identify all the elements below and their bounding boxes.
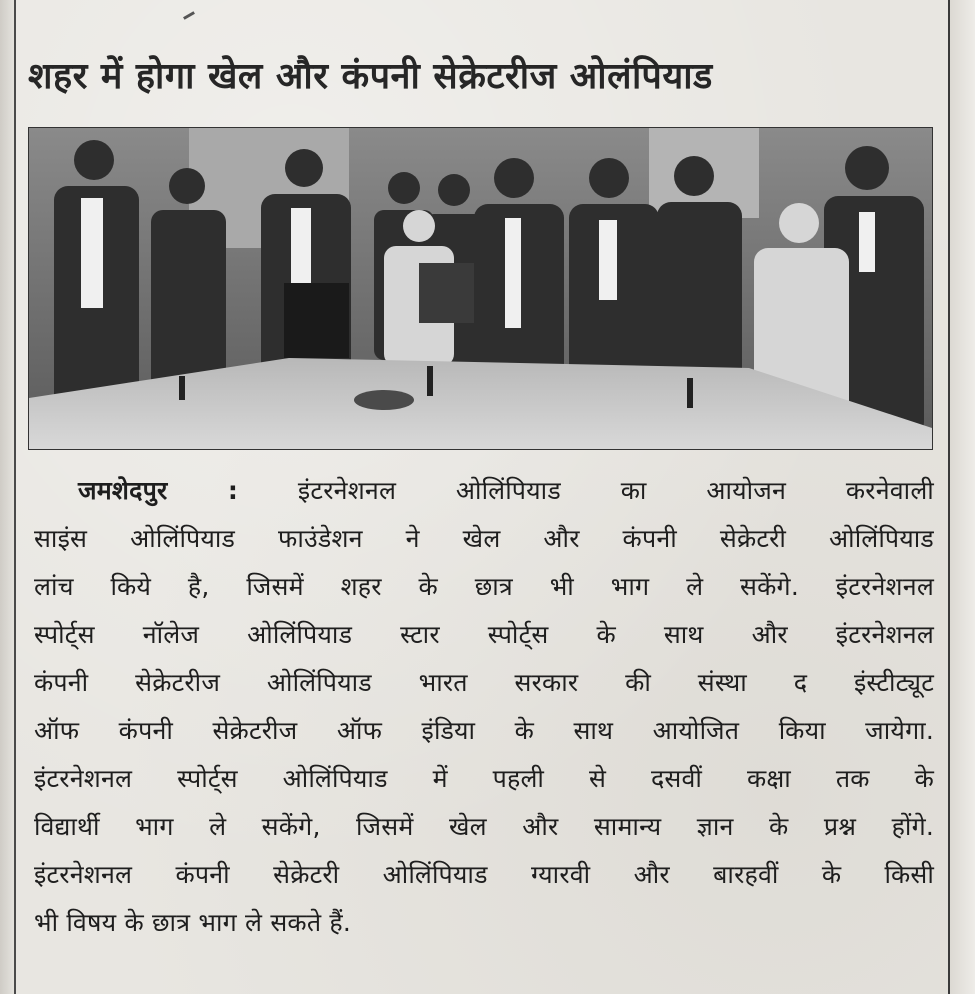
group-photo-icon: [29, 128, 932, 449]
article-line-3: लांच किये है, जिसमें शहर के छात्र भी भाग ले सकेंगे. इंटरनेशनल: [34, 572, 934, 601]
article-line-4: स्पोर्ट्स नॉलेज ओलिंपियाड स्टार स्पोर्ट्स के साथ और इंटरनेशनल: [34, 620, 934, 649]
article-line-2: साइंस ओलिंपियाड फाउंडेशन ने खेल और कंपनी सेक्रेटरी ओलिंपियाड: [34, 524, 934, 553]
page-edge-right: [950, 0, 975, 994]
article-line-6: ऑफ कंपनी सेक्रेटरीज ऑफ इंडिया के साथ आयोजित किया जायेगा.: [34, 716, 934, 745]
article-line-1: [34, 467, 934, 515]
article-body: [34, 467, 934, 947]
page-edge-left: [0, 0, 14, 994]
article-line-8: विद्यार्थी भाग ले सकेंगे, जिसमें खेल और सामान्य ज्ञान के प्रश्न होंगे.: [34, 812, 934, 841]
article-line-10: भी विषय के छात्र भाग ले सकते हैं.: [34, 908, 352, 937]
ink-mark: [183, 11, 195, 20]
headline: शहर में होगा खेल और कंपनी सेक्रेटरीज ओलंपियाड: [28, 56, 713, 97]
dateline: जमशेदपुर :: [78, 476, 239, 505]
column-rule-left: [14, 0, 16, 994]
article-line-9: इंटरनेशनल कंपनी सेक्रेटरी ओलिंपियाड ग्यारवी और बारहवीं के किसी: [34, 860, 934, 889]
group-photo: [28, 127, 933, 450]
article-line-7: इंटरनेशनल स्पोर्ट्स ओलिंपियाड में पहली से दसवीं कक्षा तक के: [34, 764, 934, 793]
article-line-text: इंटरनेशनल ओलिंपियाड का आयोजन करनेवाली: [297, 476, 934, 505]
article-line-5: कंपनी सेक्रेटरीज ओलिंपियाड भारत सरकार की संस्था द इंस्टीट्यूट: [34, 668, 934, 697]
